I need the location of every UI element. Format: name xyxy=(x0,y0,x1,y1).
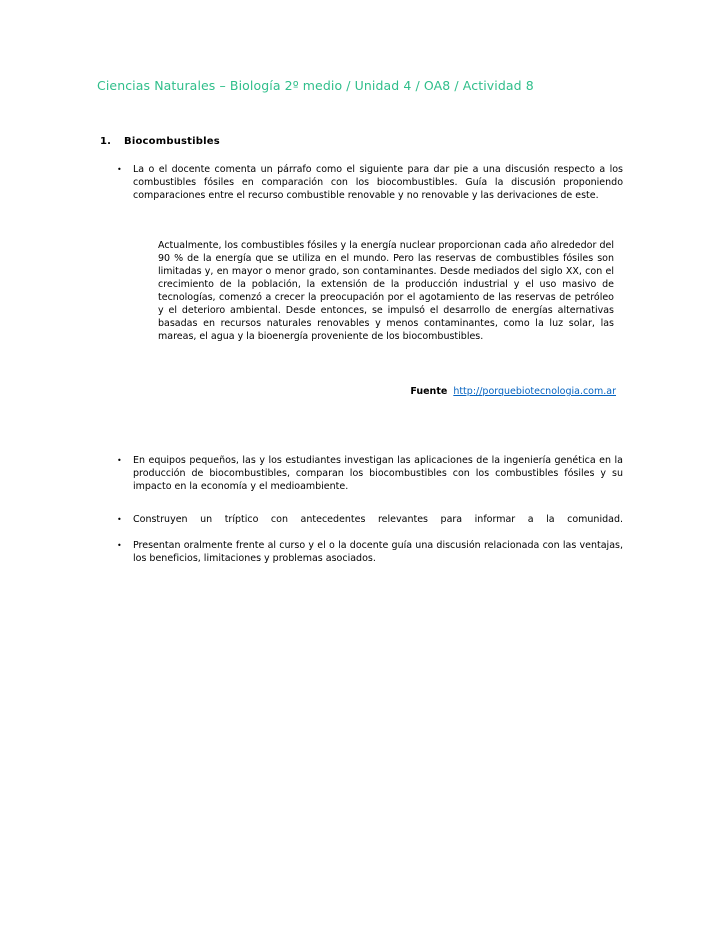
bullet-icon: • xyxy=(117,515,122,524)
bullet-item-present xyxy=(117,540,623,566)
section-number: 1. xyxy=(100,136,112,147)
quote-paragraph: Actualmente, los combustibles fósiles y la energía nuclear proporcionan cada año alrededor del 90 % de la energía que se utiliza en el mundo. Pero las reservas de combustibles fósiles son limitadas y, en mayor o menor grado, son contaminantes. Desde mediados del siglo XX, con el crecimiento de la población, la extensión de la producción industrial y el uso masivo de tecnologías, comenzó a crecer la preocupación por el agotamiento de las reservas de petróleo y el deterioro ambiental. Desde entonces, se impulsó el desarrollo de energías alternativas basadas en recursos naturales renovables y menos contaminantes, como la luz solar, las mareas, el agua y la bioenergía proveniente de los biocombustibles. xyxy=(158,240,614,342)
bullet-item-intro xyxy=(117,164,623,202)
bullet-text-present: Presentan oralmente frente al curso y el o la docente guía una discusión relacionada con las ventajas, los beneficios, limitaciones y problemas asociados. xyxy=(133,540,623,564)
bullet-item-investigate xyxy=(117,455,623,493)
bullet-text-investigate: En equipos pequeños, las y los estudiantes investigan las aplicaciones de la ingeniería genética en la producción de biocombustibles, comparan los biocombustibles con los combustibles fósiles y su impacto en la economía y el medioambiente. xyxy=(133,455,623,492)
bullet-text-triptych: Construyen un tríptico con antecedentes relevantes para informar a la comunidad. xyxy=(133,514,623,525)
bullet-text-intro: La o el docente comenta un párrafo como el siguiente para dar pie a una discusión respecto a los combustibles fósiles en comparación con los biocombustibles. Guía la discusión proponiendo comparaciones entre el recurso combustible renovable y no renovable y las derivaciones de este. xyxy=(133,164,623,201)
source-line xyxy=(158,386,616,397)
bullet-icon: • xyxy=(117,456,122,465)
section-heading xyxy=(100,136,220,147)
bullet-icon: • xyxy=(117,541,122,550)
section-title: Biocombustibles xyxy=(124,136,220,147)
bullet-item-triptych xyxy=(117,514,623,527)
source-link[interactable]: http://porquebiotecnologia.com.ar xyxy=(453,386,616,397)
document-title: Ciencias Naturales – Biología 2º medio / Unidad 4 / OA8 / Actividad 8 xyxy=(97,78,534,93)
source-label: Fuente xyxy=(410,386,448,397)
bullet-icon: • xyxy=(117,165,122,174)
